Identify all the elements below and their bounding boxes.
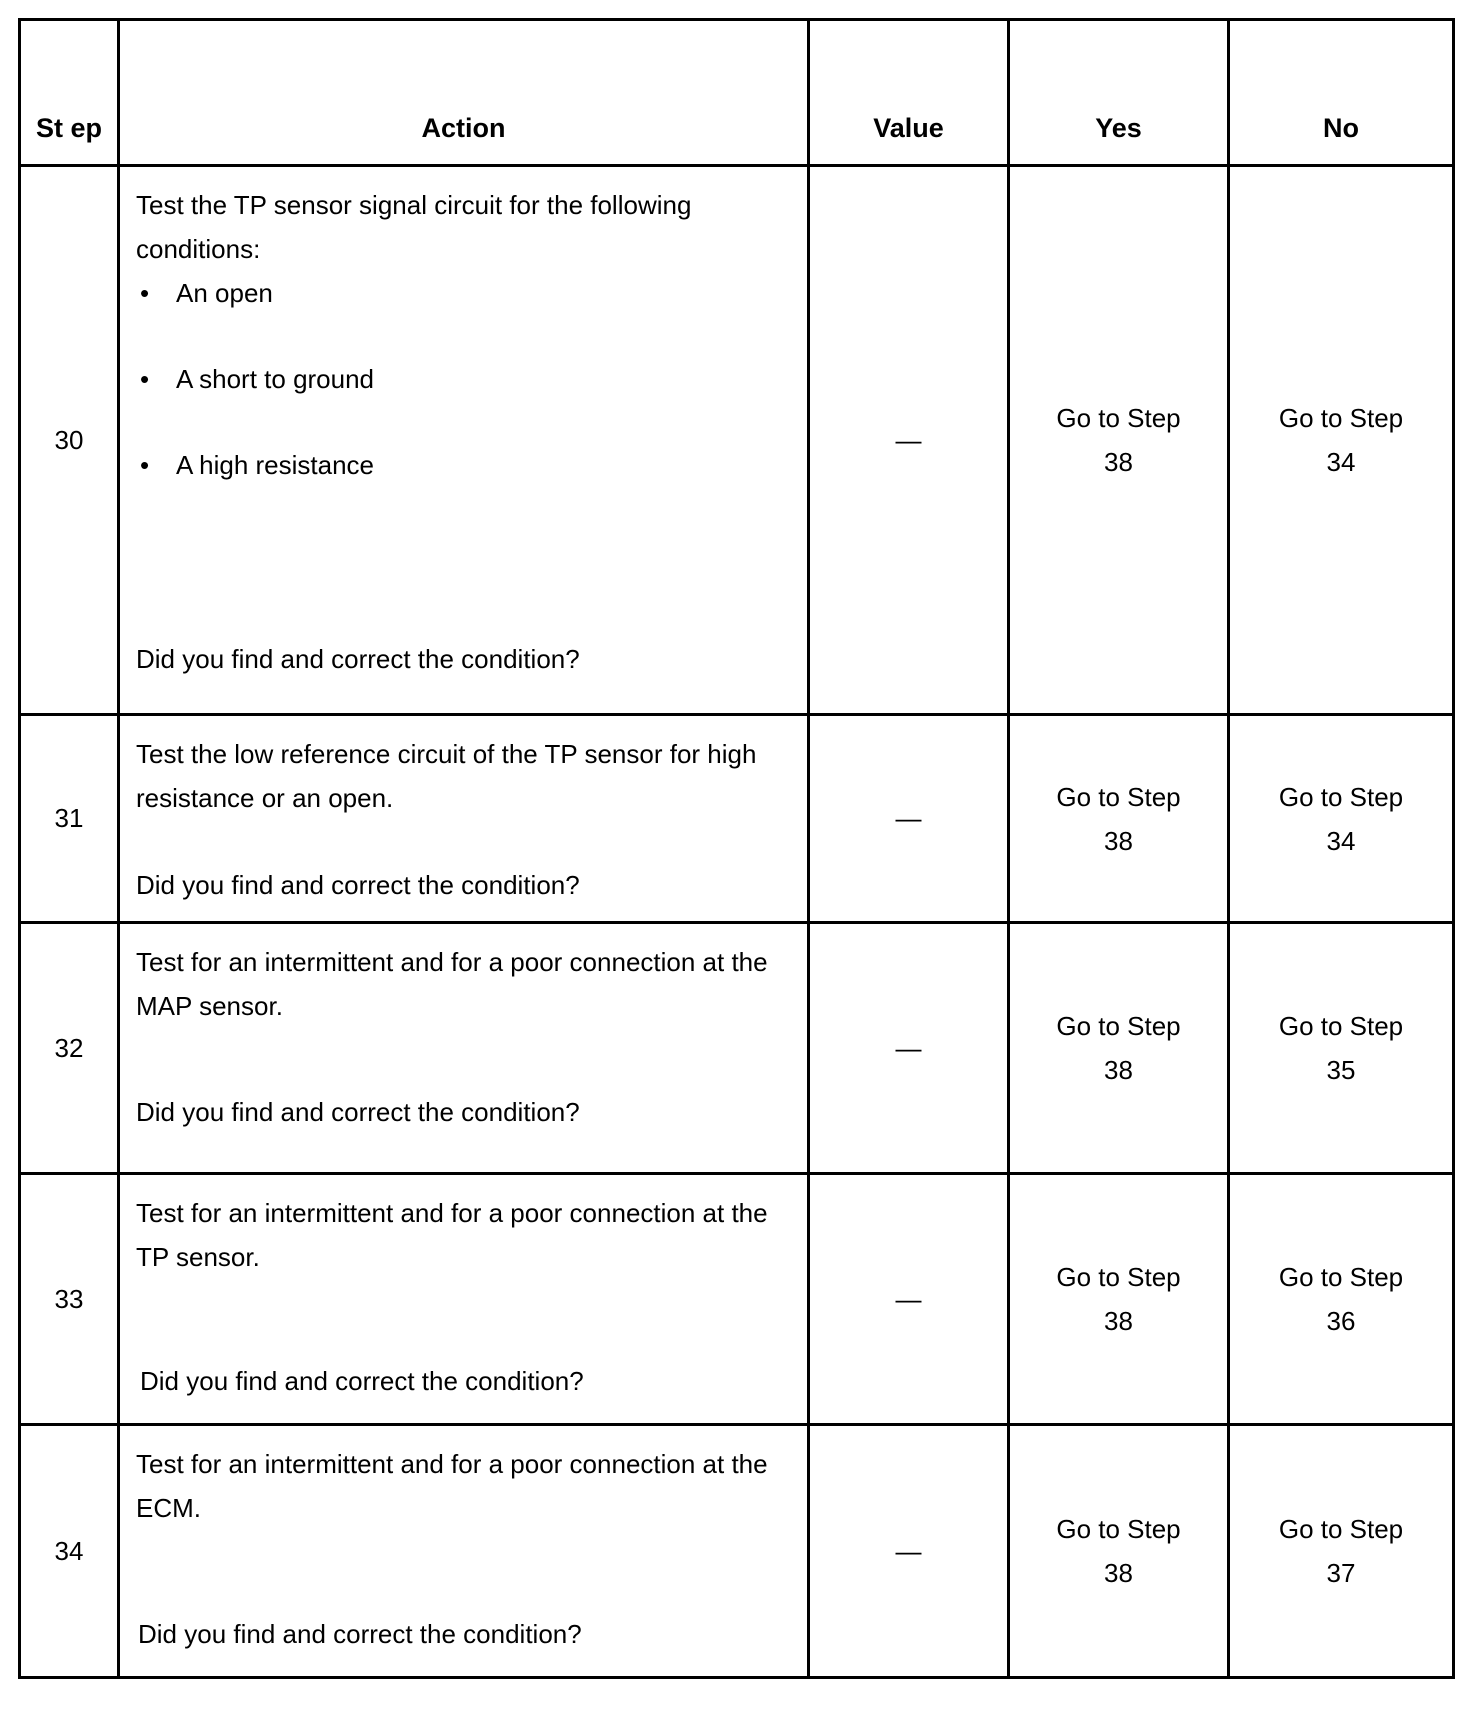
action-question: Did you find and correct the condition? [138, 1619, 582, 1649]
header-yes: Yes [1009, 20, 1229, 166]
action-text: Test the TP sensor signal circuit for the following conditions: [136, 190, 692, 264]
action-cell [119, 1425, 809, 1678]
header-no: No [1229, 20, 1454, 166]
no-cell [1229, 1174, 1454, 1425]
bullet-icon: • [140, 278, 150, 308]
yes-cell [1009, 166, 1229, 715]
action-question: Did you find and correct the condition? [136, 870, 580, 900]
yes-goto-text: Go to Step 38 [1056, 1262, 1181, 1336]
action-text: Test for an intermittent and for a poor connection at the ECM. [136, 1449, 768, 1523]
no-goto-text: Go to Step 36 [1278, 1262, 1404, 1336]
no-goto-text: Go to Step 37 [1278, 1514, 1404, 1588]
step-number: 30 [20, 166, 119, 715]
yes-goto-text: Go to Step 38 [1056, 1514, 1181, 1588]
value-cell: — [809, 166, 1009, 715]
header-step: St ep [20, 20, 119, 166]
step-number: 31 [20, 715, 119, 923]
action-question: Did you find and correct the condition? [140, 1366, 584, 1396]
table-header-row [20, 20, 1454, 166]
no-cell [1229, 715, 1454, 923]
no-goto-text: Go to Step 34 [1278, 403, 1404, 477]
bullet-icon: • [140, 450, 150, 480]
table-row [20, 923, 1454, 1174]
action-cell [119, 1174, 809, 1425]
yes-goto-text: Go to Step 38 [1056, 403, 1181, 477]
value-cell: — [809, 715, 1009, 923]
action-cell [119, 923, 809, 1174]
table-row [20, 1425, 1454, 1678]
list-item: • A short to ground [136, 357, 791, 443]
step-number: 32 [20, 923, 119, 1174]
action-text: Test for an intermittent and for a poor connection at the MAP sensor. [136, 947, 768, 1021]
value-cell: — [809, 1425, 1009, 1678]
step-number: 34 [20, 1425, 119, 1678]
header-value: Value [809, 20, 1009, 166]
list-item: • A high resistance [136, 443, 791, 529]
no-cell [1229, 1425, 1454, 1678]
action-cell [119, 715, 809, 923]
no-cell [1229, 166, 1454, 715]
no-goto-text: Go to Step 35 [1278, 1011, 1404, 1085]
yes-cell [1009, 1174, 1229, 1425]
yes-cell [1009, 1425, 1229, 1678]
action-cell [119, 166, 809, 715]
yes-cell [1009, 923, 1229, 1174]
bullet-icon: • [140, 364, 150, 394]
action-text: Test for an intermittent and for a poor connection at the TP sensor. [136, 1198, 768, 1272]
table-row [20, 715, 1454, 923]
diagnostic-table [18, 18, 1455, 1679]
action-question: Did you find and correct the condition? [136, 1097, 580, 1127]
no-goto-text: Go to Step 34 [1278, 781, 1404, 856]
yes-cell [1009, 715, 1229, 923]
condition-list [136, 271, 791, 529]
list-item: • An open [136, 271, 791, 357]
value-cell: — [809, 1174, 1009, 1425]
step-number: 33 [20, 1174, 119, 1425]
yes-goto-text: Go to Step 38 [1056, 781, 1181, 856]
header-action: Action [119, 20, 809, 166]
action-question: Did you find and correct the condition? [136, 644, 580, 674]
table-row [20, 166, 1454, 715]
value-cell: — [809, 923, 1009, 1174]
table-row [20, 1174, 1454, 1425]
yes-goto-text: Go to Step 38 [1056, 1011, 1181, 1085]
action-text: Test the low reference circuit of the TP sensor for high resistance or an open. [136, 739, 757, 813]
no-cell [1229, 923, 1454, 1174]
